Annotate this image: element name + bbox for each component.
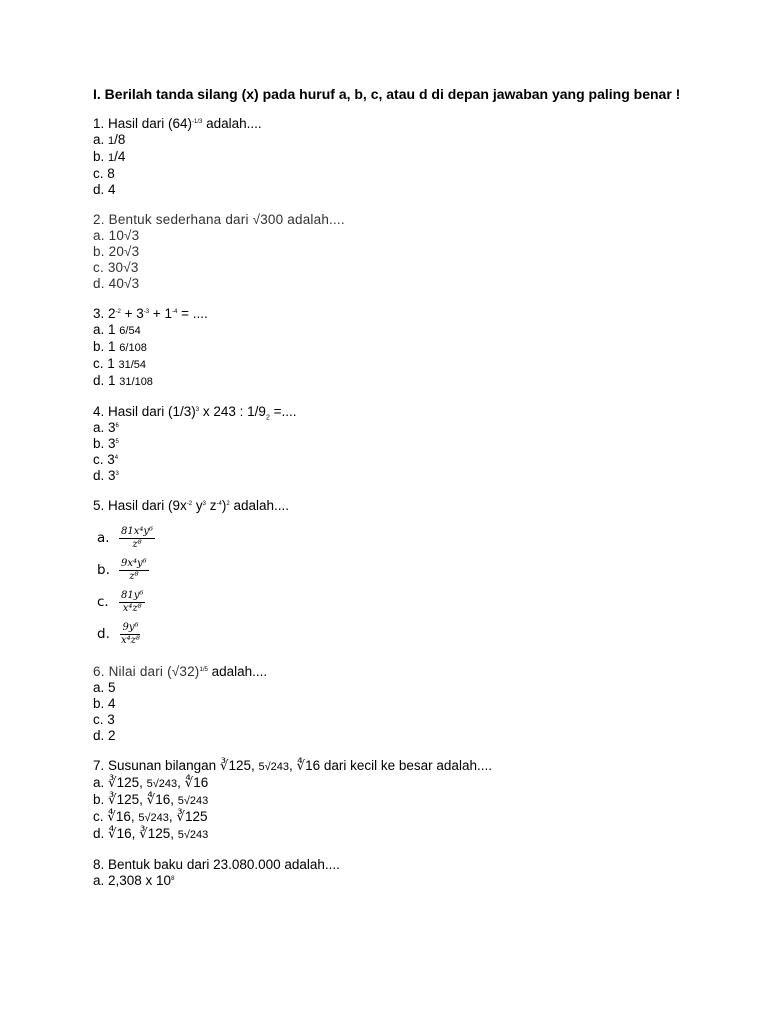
fraction: $\frac{\text{81y⁶}}{\text{x⁴z⁸}}$ (121, 589, 144, 614)
option-b: b. 1/4 (93, 149, 126, 164)
option-letter: b. (97, 562, 110, 578)
option-c (97, 586, 693, 618)
worksheet (93, 86, 693, 889)
option-d: d. 4 (93, 182, 116, 197)
question-2 (93, 212, 693, 292)
question-2-stem: 2. Bentuk sederhana dari √300 adalah.... (93, 212, 345, 227)
question-1-stem: 1. Hasil dari $(64)^{-1/3}$ adalah.... (93, 116, 262, 131)
option-b: b. ∛125, ∜16, 5√243 (93, 792, 209, 807)
option-letter: d. (97, 626, 110, 642)
option-c: c. 30√3 (93, 260, 139, 275)
question-1 (93, 116, 693, 198)
question-6 (93, 664, 693, 744)
option-d (97, 618, 693, 650)
question-5 (93, 498, 693, 650)
question-3 (93, 306, 693, 390)
option-c: c. ∜16, 5√243, ∛125 (93, 809, 208, 824)
option-d: d. 1 31/108 (93, 373, 153, 388)
fraction: $\frac{\text{81x⁴y⁶}}{\text{z⁸}}$ (121, 525, 154, 550)
instruction-text: I. Berilah tanda silang (x) pada huruf a, b, c, atau d di depan jawaban yang paling benar ! (93, 86, 681, 102)
question-5-stem: 5. Hasil dari ($9x^{-2}$ $y^3$ $z^{-4})^2$ adalah.... (93, 498, 289, 513)
option-b: b. 1 6/108 (93, 339, 147, 354)
option-a: a. $3^6$ (93, 420, 119, 435)
question-7-stem: 7. Susunan bilangan ∛125, 5√243, ∜16 dari kecil ke besar adalah.... (93, 758, 492, 773)
option-d: d. 2 (93, 728, 116, 743)
option-c: c. 8 (93, 166, 115, 181)
option-a: a. 1/8 (93, 132, 126, 147)
question-4 (93, 404, 693, 484)
option-letter: a. (97, 530, 110, 546)
option-a (97, 522, 693, 554)
option-c: c. 3 (93, 712, 115, 727)
option-a: a. ∛125, 5√243, ∜16 (93, 775, 209, 790)
option-b: b. 20√3 (93, 244, 140, 259)
question-8 (93, 857, 693, 889)
option-c: c. $3^4$ (93, 452, 119, 467)
option-a: a. 2,308 x $10^8$ (93, 873, 175, 888)
option-a: a. 5 (93, 680, 116, 695)
option-a: a. 10√3 (93, 228, 140, 243)
fraction: $\frac{\text{9x⁴y⁶}}{\text{z⁸}}$ (121, 557, 147, 582)
fraction-options (97, 522, 693, 650)
fraction: $\frac{\text{9y⁶}}{\text{x⁴z⁸}}$ (121, 621, 140, 646)
option-letter: c. (97, 594, 109, 610)
option-c: c. 1 31/54 (93, 356, 147, 371)
question-6-stem: 6. Nilai dari $(√32)^{1/5}$ adalah.... (93, 664, 268, 679)
option-d: d. 40√3 (93, 276, 140, 291)
option-b: b. 4 (93, 696, 116, 711)
question-8-stem: 8. Bentuk baku dari 23.080.000 adalah.... (93, 857, 340, 872)
question-7 (93, 758, 693, 843)
option-d: d. ∜16, ∛125, 5√243 (93, 826, 209, 841)
option-b: b. $3^5$ (93, 436, 119, 451)
option-a: a. 1 6/54 (93, 322, 141, 337)
question-3-stem: 3. $2^{-2} + 3^{-3} + 1^{-4}$ = .... (93, 306, 208, 321)
option-b (97, 554, 693, 586)
question-4-stem: 4. Hasil dari $(1/3)^3$ x 243 : $1/9_2$ =.... (93, 404, 297, 422)
option-d: d. $3^3$ (93, 468, 119, 483)
